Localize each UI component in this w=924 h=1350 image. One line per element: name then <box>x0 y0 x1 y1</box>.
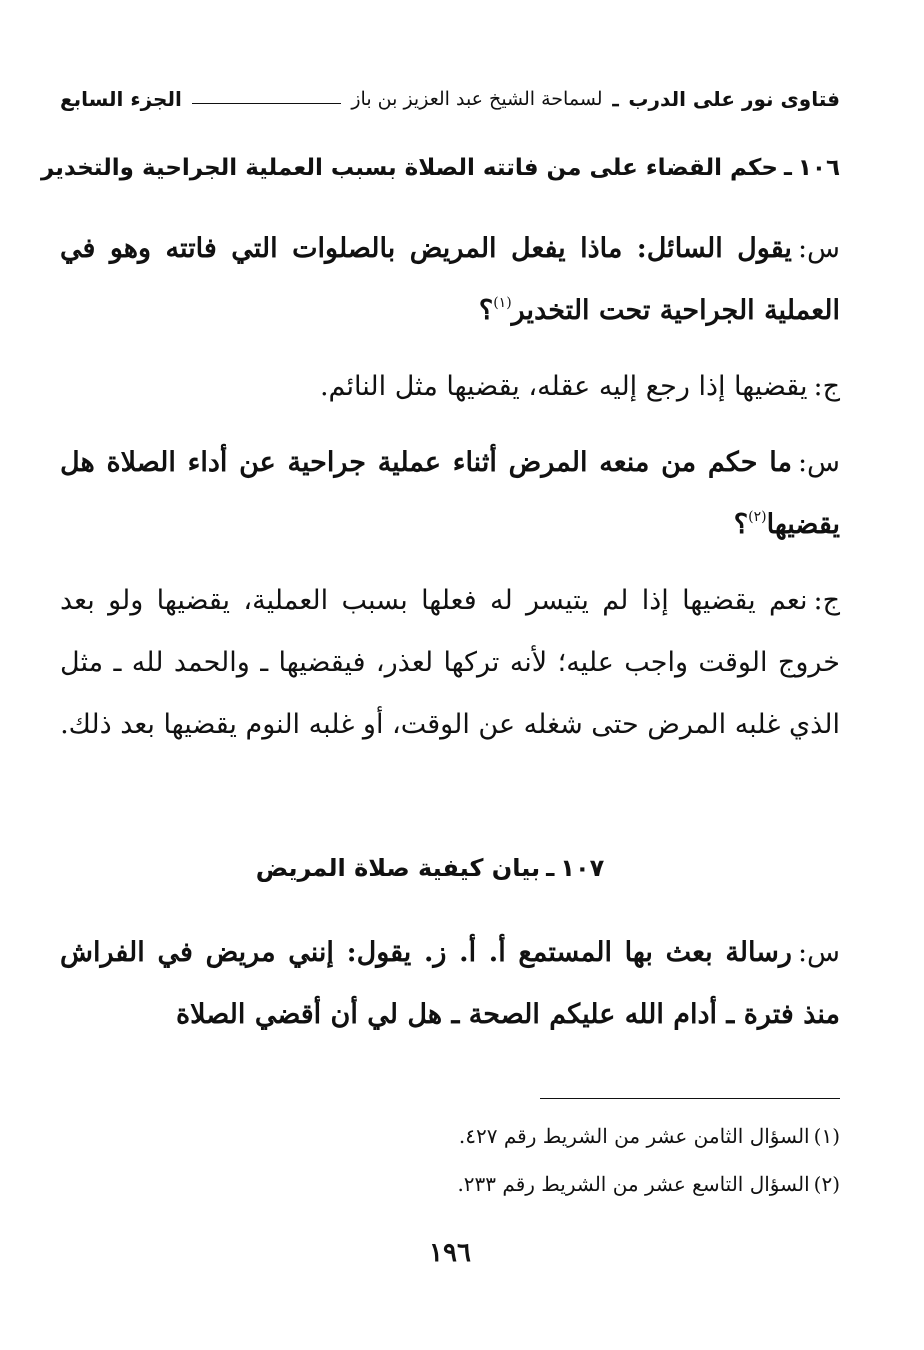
footnote-ref[interactable]: (١) <box>493 295 512 311</box>
footnote-mark: (١) <box>813 1124 840 1148</box>
answer-paragraph <box>60 356 840 418</box>
section-title: بيان كيفية صلاة المريض <box>255 854 541 882</box>
question-paragraph <box>60 218 840 342</box>
footnote <box>457 1172 840 1196</box>
answer-marker: ج: <box>813 585 840 616</box>
page-number: ١٩٦ <box>429 1238 471 1268</box>
section-heading-106 <box>40 148 840 188</box>
footnote <box>459 1124 840 1148</box>
book-title: فتاوى نور على الدرب <box>628 87 840 111</box>
question-mark: ؟ <box>478 295 494 326</box>
answer-text: نعم يقضيها إذا لم يتيسر له فعلها بسبب العملية، يقضيها ولو بعد خروج الوقت واجب عليه؛ لأنه تركها لعذر، فيقضيها ـ والحمد لله ـ مثل الذي غلبه المرض حتى شغله عن الوقت، أو غلبه النوم يقضيها بعد ذلك. <box>60 585 840 740</box>
footnote-text: السؤال الثامن عشر من الشريط رقم ٤٢٧. <box>458 1124 810 1148</box>
question-marker: س: <box>797 447 840 478</box>
footnote-divider <box>540 1098 840 1099</box>
header-rule <box>192 103 342 104</box>
section-heading-107 <box>60 848 840 888</box>
footnote-ref[interactable]: (٢) <box>748 509 767 525</box>
question-paragraph <box>60 432 840 556</box>
answer-marker: ج: <box>813 371 840 402</box>
footnote-mark: (٢) <box>813 1172 840 1196</box>
answer-paragraph <box>60 570 840 756</box>
book-page <box>40 0 840 1350</box>
header-separator: ـ <box>612 87 619 111</box>
question-text: يقول السائل: ماذا يفعل المريض بالصلوات التي فاتته وهو في العملية الجراحية تحت التخدير <box>60 233 840 326</box>
section-title: حكم القضاء على من فاتته الصلاة بسبب العملية الجراحية والتخدير <box>40 155 778 181</box>
volume-part: الجزء السابع <box>60 87 182 111</box>
running-header <box>60 82 840 116</box>
question-marker: س: <box>797 937 840 968</box>
question-paragraph <box>60 922 840 1046</box>
section-dash: ـ <box>546 854 555 882</box>
answer-text: يقضيها إذا رجع إليه عقله، يقضيها مثل النائم. <box>319 371 808 402</box>
question-marker: س: <box>797 233 840 264</box>
author-credit: لسماحة الشيخ عبد العزيز بن باز <box>351 88 603 110</box>
question-mark: ؟ <box>733 509 749 540</box>
question-text: رسالة بعث بها المستمع أ. أ. ز. يقول: إنني مريض في الفراش منذ فترة ـ أدام الله عليكم الصحة ـ هل لي أن أقضي الصلاة <box>60 937 840 1030</box>
section-dash: ـ <box>784 155 792 181</box>
section-number: ١٠٦ <box>797 155 840 181</box>
footnote-text: السؤال التاسع عشر من الشريط رقم ٢٣٣. <box>457 1172 810 1196</box>
section-number: ١٠٧ <box>560 854 605 882</box>
question-text: ما حكم من منعه المرض أثناء عملية جراحية عن أداء الصلاة هل يقضيها <box>60 447 840 540</box>
